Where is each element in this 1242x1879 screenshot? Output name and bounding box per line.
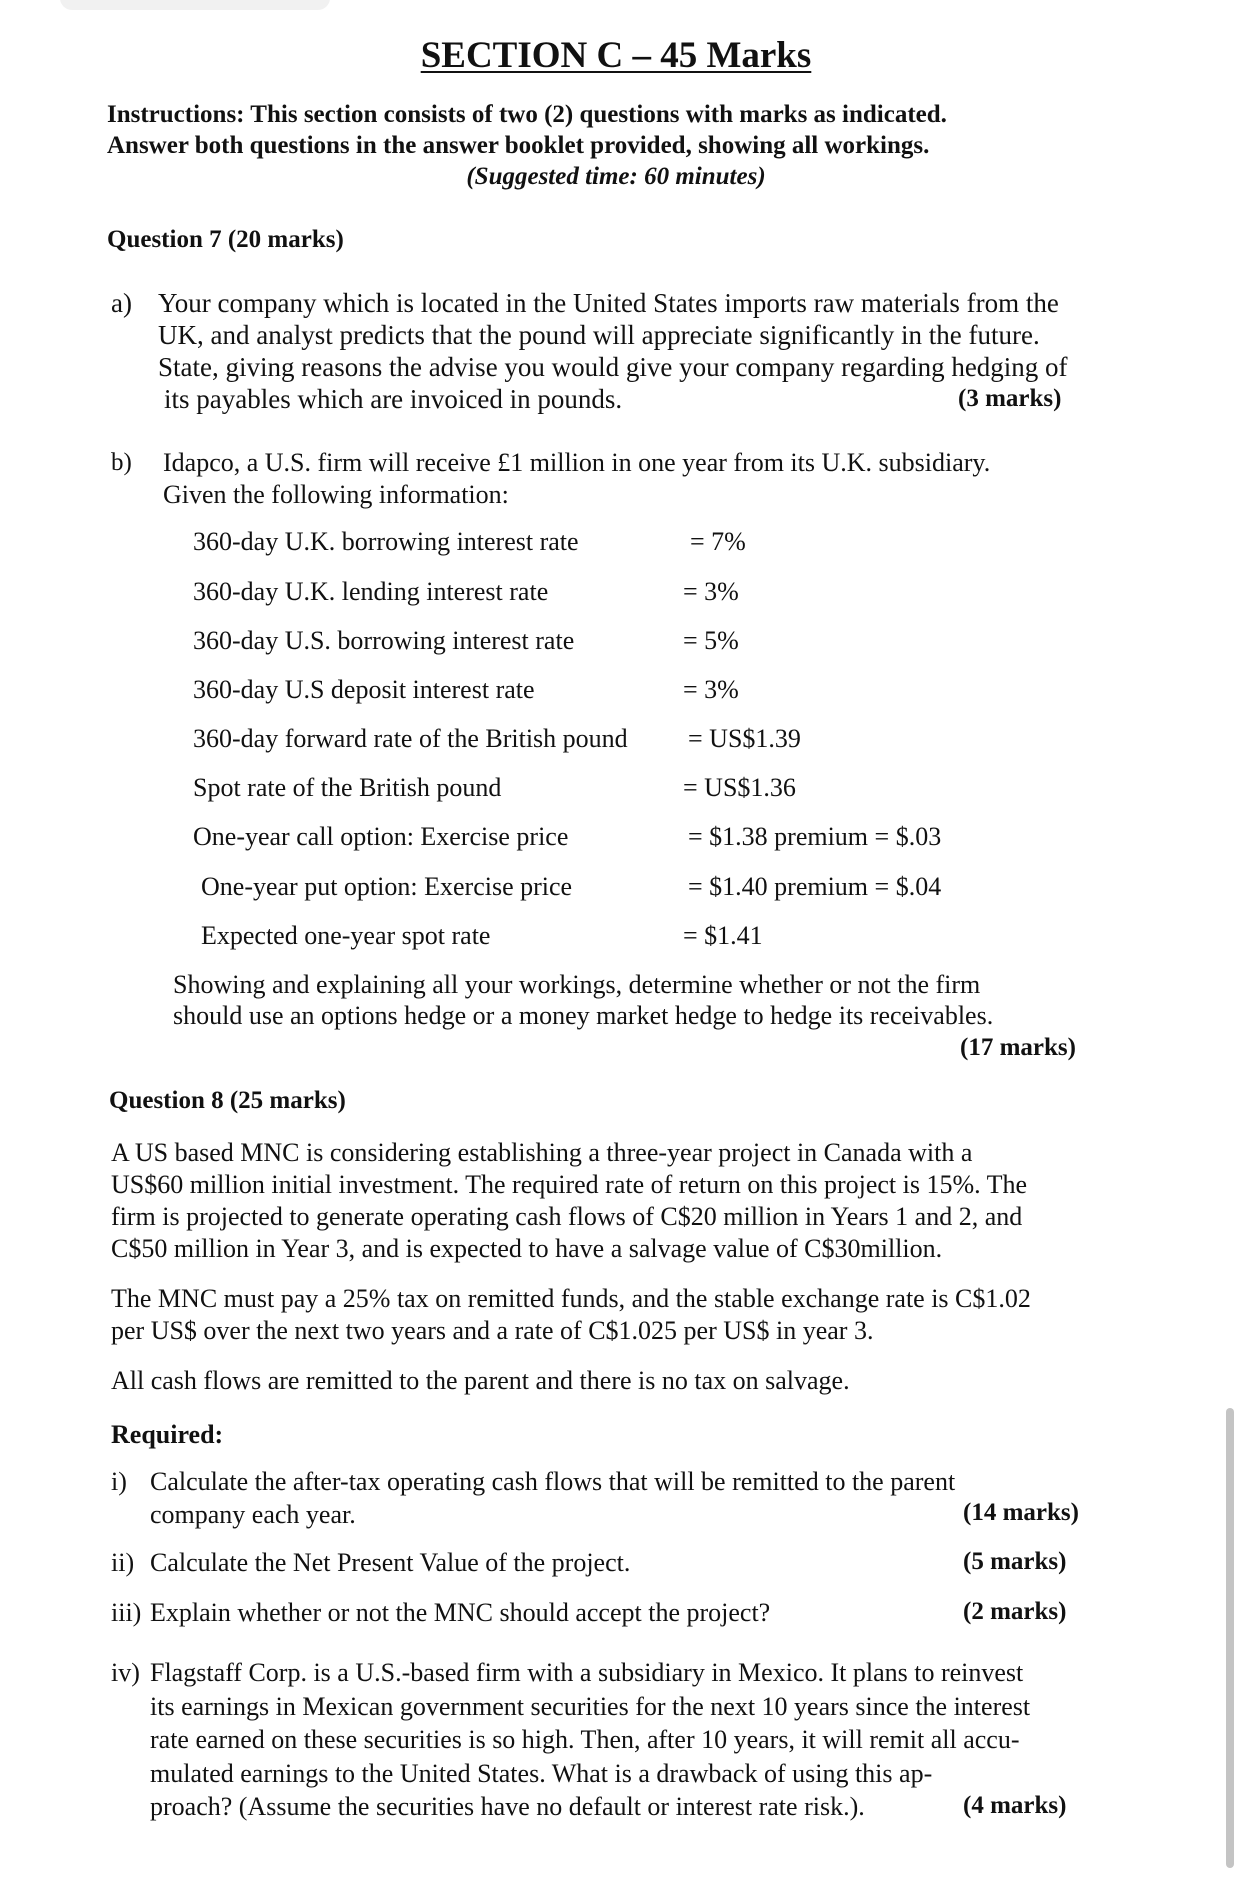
q8ii-label: ii) [111, 1548, 135, 1577]
rate-value: = 3% [683, 577, 739, 606]
q7a-line: State, giving reasons the advise you would give your company regarding hedging of [158, 352, 1068, 382]
section-title: SECTION C – 45 Marks [420, 35, 812, 76]
rate-value: = US$1.39 [688, 724, 801, 753]
q7a-marks: (3 marks) [958, 385, 1062, 412]
q8iii-text: Explain whether or not the MNC should accept the project? [150, 1598, 771, 1627]
q8-para2-line: The MNC must pay a 25% tax on remitted funds, and the stable exchange rate is C$1.02 [111, 1284, 1031, 1313]
q8iv-line: proach? (Assume the securities have no default or interest rate risk.). [150, 1792, 865, 1821]
q8iv-line: rate earned on these securities is so high. Then, after 10 years, it will remit all accu- [150, 1725, 1020, 1754]
scrollbar[interactable] [1226, 1408, 1234, 1868]
rate-label: 360-day U.K. borrowing interest rate [193, 527, 579, 556]
q8iii-marks: (2 marks) [963, 1598, 1067, 1625]
top-bar [60, 0, 330, 10]
suggested-time: (Suggested time: 60 minutes) [466, 163, 766, 190]
question-7-heading: Question 7 (20 marks) [107, 226, 344, 253]
q8iv-line: Flagstaff Corp. is a U.S.-based firm with a subsidiary in Mexico. It plans to reinvest [150, 1658, 1024, 1687]
rate-label: 360-day forward rate of the British pound [193, 724, 628, 753]
q7a-label: a) [111, 288, 132, 318]
q7b-closing: Showing and explaining all your workings, determine whether or not the firm [173, 970, 981, 999]
q8iv-marks: (4 marks) [963, 1792, 1067, 1819]
rate-value: = US$1.36 [683, 773, 796, 802]
q8iv-label: iv) [111, 1658, 140, 1687]
q8-para1-line: C$50 million in Year 3, and is expected to have a salvage value of C$30million. [111, 1234, 943, 1263]
rate-value: = 3% [683, 675, 739, 704]
rate-label: Expected one-year spot rate [201, 921, 491, 950]
rate-value: = $1.40 premium = $.04 [688, 872, 942, 901]
q8-para1-line: A US based MNC is considering establishing a three-year project in Canada with a [111, 1138, 973, 1167]
q7b-label: b) [111, 449, 132, 476]
q7a-line: its payables which are invoiced in pounds. [164, 384, 623, 414]
rate-label: One-year call option: Exercise price [193, 822, 569, 851]
q7b-marks: (17 marks) [960, 1034, 1076, 1061]
instructions-line-2: Answer both questions in the answer booklet provided, showing all workings. [107, 132, 930, 159]
rate-label: One-year put option: Exercise price [201, 872, 573, 901]
rate-label: 360-day U.S. borrowing interest rate [193, 626, 575, 655]
q7a-line: UK, and analyst predicts that the pound will appreciate significantly in the future. [158, 320, 1040, 350]
q8ii-marks: (5 marks) [963, 1548, 1067, 1575]
q7b-intro: Idapco, a U.S. firm will receive £1 million in one year from its U.K. subsidiary. [163, 448, 991, 477]
q7b-intro: Given the following information: [163, 480, 509, 509]
q8ii-text: Calculate the Net Present Value of the project. [150, 1548, 631, 1577]
q8-para1-line: US$60 million initial investment. The required rate of return on this project is 15%. The [111, 1170, 1028, 1199]
q8iii-label: iii) [111, 1598, 142, 1627]
q8i-line: Calculate the after-tax operating cash flows that will be remitted to the parent [150, 1467, 956, 1496]
q7b-closing: should use an options hedge or a money market hedge to hedge its receivables. [173, 1001, 994, 1030]
rate-value: = 5% [683, 626, 739, 655]
required-heading: Required: [111, 1420, 224, 1449]
instructions-line-1: Instructions: This section consists of two (2) questions with marks as indicated. [107, 101, 947, 128]
q8-para3: All cash flows are remitted to the parent and there is no tax on salvage. [111, 1366, 850, 1395]
rate-value: = $1.38 premium = $.03 [688, 822, 942, 851]
q8i-marks: (14 marks) [963, 1499, 1079, 1526]
q8iv-line: mulated earnings to the United States. What is a drawback of using this ap- [150, 1759, 933, 1788]
rate-value: = $1.41 [683, 921, 763, 950]
q8-para1-line: firm is projected to generate operating cash flows of C$20 million in Years 1 and 2, and [111, 1202, 1023, 1231]
q8-para2-line: per US$ over the next two years and a rate of C$1.025 per US$ in year 3. [111, 1316, 874, 1345]
rate-label: 360-day U.S deposit interest rate [193, 675, 535, 704]
rate-label: Spot rate of the British pound [193, 773, 502, 802]
rate-value: = 7% [690, 527, 746, 556]
q8i-label: i) [111, 1467, 127, 1496]
q7a-line: Your company which is located in the United States imports raw materials from the [158, 288, 1059, 318]
question-8-heading: Question 8 (25 marks) [109, 1087, 346, 1114]
rate-label: 360-day U.K. lending interest rate [193, 577, 549, 606]
q8i-line: company each year. [150, 1500, 356, 1529]
q8iv-line: its earnings in Mexican government securities for the next 10 years since the interest [150, 1692, 1031, 1721]
